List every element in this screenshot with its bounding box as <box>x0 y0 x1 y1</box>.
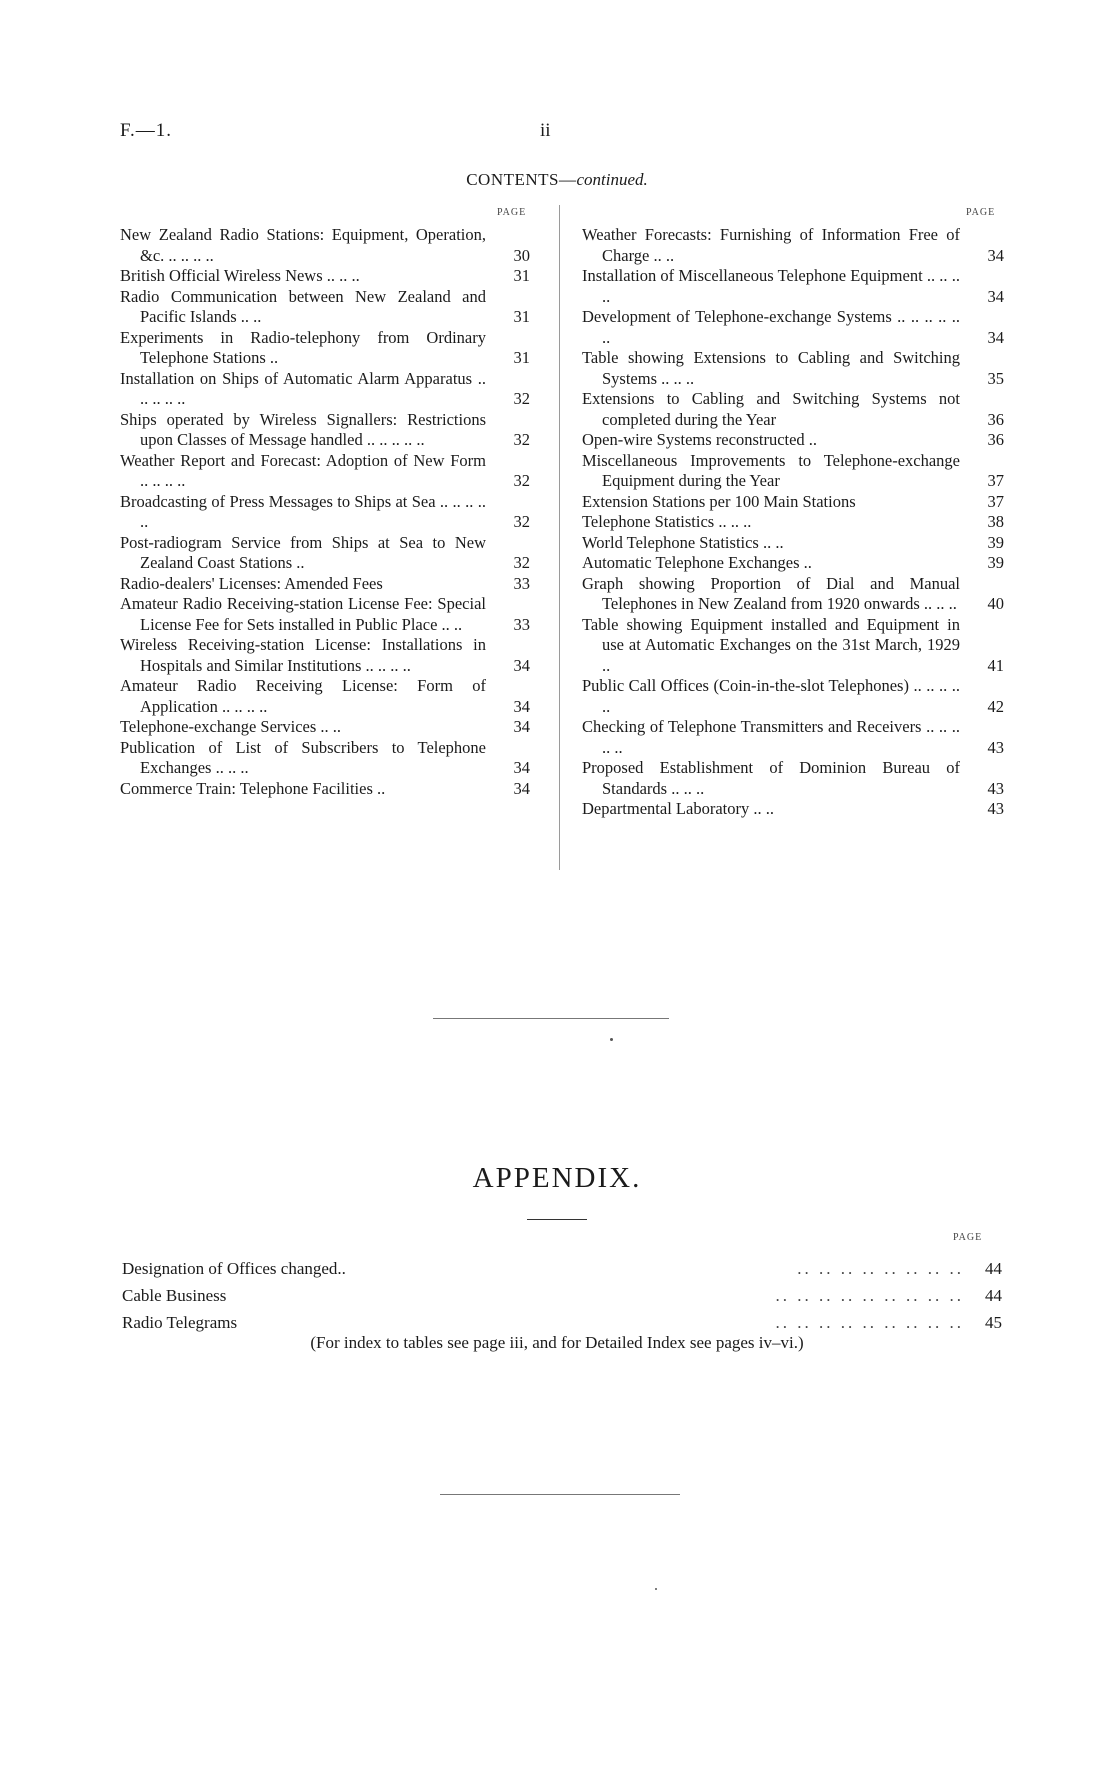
toc-entry <box>582 430 1004 451</box>
ink-speck <box>655 1588 657 1590</box>
toc-entry-page: 38 <box>987 512 1004 531</box>
toc-entry <box>582 307 1004 348</box>
toc-entry-title: Table showing Extensions to Cabling and Switching Systems .. .. .. <box>582 348 960 388</box>
toc-entry-page: 35 <box>987 368 1004 388</box>
contents-left-column <box>120 225 530 799</box>
toc-entry-page: 32 <box>513 471 530 490</box>
toc-entry-title: Miscellaneous Improvements to Telephone-exchange Equipment during the Year <box>582 450 960 490</box>
toc-entry <box>120 369 530 410</box>
toc-entry <box>120 492 530 533</box>
toc-entry-page: 32 <box>513 512 530 531</box>
toc-entry-title: Departmental Laboratory .. .. <box>582 799 774 818</box>
toc-entry-page: 32 <box>513 430 530 449</box>
toc-entry-page: 32 <box>513 389 530 408</box>
toc-entry-title: Weather Report and Forecast: Adoption of New Form .. .. .. .. <box>120 450 486 490</box>
toc-entry-page: 37 <box>987 491 1004 511</box>
toc-entry-title: Radio-dealers' Licenses: Amended Fees <box>120 573 383 593</box>
toc-entry-page: 43 <box>987 737 1004 757</box>
toc-entry-title: Ships operated by Wireless Signallers: Restrictions upon Classes of Message handled .. .. .. .. .. <box>120 409 486 449</box>
toc-entry <box>582 615 1004 677</box>
toc-entry <box>120 574 530 595</box>
toc-entry-title: Extensions to Cabling and Switching Systems not completed during the Year <box>582 389 960 429</box>
toc-entry <box>582 758 1004 799</box>
appendix-title: APPENDIX. <box>472 1162 642 1194</box>
toc-entry-page: 31 <box>513 307 530 326</box>
left-column-page-label: PAGE <box>497 207 527 218</box>
page-number: ii <box>540 120 551 141</box>
toc-entry-page: 32 <box>513 553 530 572</box>
toc-entry <box>120 225 530 266</box>
toc-entry-title: Public Call Offices (Coin-in-the-slot Telephones) .. .. .. .. .. <box>582 676 960 716</box>
toc-entry-page: 34 <box>513 758 530 777</box>
toc-entry <box>120 717 530 738</box>
index-note: (For index to tables see page iii, and for Detailed Index see pages iv–vi.) <box>310 1333 804 1352</box>
toc-entry <box>582 676 1004 717</box>
toc-entry-title: Open-wire Systems reconstructed .. <box>582 430 818 449</box>
contents-title-prefix: CONTENTS— <box>466 170 577 189</box>
appendix-entry-page: 44 <box>985 1259 1002 1278</box>
toc-entry-title: Proposed Establishment of Dominion Bureau of Standards .. .. .. <box>582 758 960 798</box>
toc-entry-title: Commerce Train: Telephone Facilities .. <box>120 778 386 798</box>
toc-entry-title: Extension Stations per 100 Main Stations <box>582 491 856 511</box>
toc-entry <box>120 533 530 574</box>
toc-entry-title: Development of Telephone-exchange Systems .. .. .. .. .. .. <box>582 307 960 347</box>
appendix-entry-title: Radio Telegrams <box>122 1313 238 1332</box>
toc-entry-page: 42 <box>987 696 1004 716</box>
toc-entry <box>582 717 1004 758</box>
toc-entry-page: 36 <box>987 409 1004 429</box>
section-rule <box>433 1018 669 1019</box>
toc-entry <box>120 676 530 717</box>
appendix-title-rule <box>527 1219 587 1220</box>
toc-entry-title: Telephone Statistics .. .. .. <box>582 512 752 531</box>
toc-entry <box>120 779 530 800</box>
contents-right-column <box>582 225 1004 820</box>
toc-entry <box>582 512 1004 533</box>
toc-entry <box>582 799 1004 820</box>
toc-entry-page: 37 <box>987 471 1004 490</box>
toc-entry-title: British Official Wireless News .. .. .. <box>120 266 360 285</box>
toc-entry <box>582 451 1004 492</box>
toc-entry <box>120 635 530 676</box>
toc-entry-page: 36 <box>987 430 1004 449</box>
toc-entry-title: Amateur Radio Receiving License: Form of Application .. .. .. .. <box>120 676 486 716</box>
toc-entry <box>120 738 530 779</box>
appendix-entry-title: Designation of Offices changed.. <box>122 1259 346 1278</box>
toc-entry <box>582 553 1004 574</box>
toc-entry-page: 34 <box>513 717 530 736</box>
toc-entry-title: Installation of Miscellaneous Telephone Equipment .. .. .. .. <box>582 266 960 306</box>
toc-entry-page: 34 <box>513 655 530 675</box>
toc-entry-page: 39 <box>987 532 1004 552</box>
toc-entry <box>582 533 1004 554</box>
toc-entry-title: Experiments in Radio-telephony from Ordinary Telephone Stations .. <box>120 327 486 367</box>
toc-entry-title: Table showing Equipment installed and Equipment in use at Automatic Exchanges on the 31st March, 1929 .. <box>582 614 960 675</box>
toc-entry <box>582 225 1004 266</box>
toc-entry-page: 30 <box>513 245 530 265</box>
toc-entry-page: 43 <box>987 778 1004 798</box>
toc-entry-title: Publication of List of Subscribers to Telephone Exchanges .. .. .. <box>120 737 486 777</box>
toc-entry <box>582 389 1004 430</box>
toc-entry <box>120 594 530 635</box>
toc-entry-page: 34 <box>513 778 530 798</box>
toc-entry-title: Wireless Receiving-station License: Installations in Hospitals and Similar Institutions .. .. .. .. <box>120 635 486 675</box>
toc-entry <box>582 266 1004 307</box>
contents-title <box>0 170 1114 190</box>
toc-entry-title: New Zealand Radio Stations: Equipment, Operation, &c. .. .. .. .. <box>120 225 486 265</box>
toc-entry-page: 41 <box>987 655 1004 675</box>
appendix-entry <box>122 1306 1002 1333</box>
right-column-page-label: PAGE <box>966 207 996 218</box>
appendix-page-label: PAGE <box>953 1232 983 1243</box>
toc-entry <box>120 451 530 492</box>
toc-entry-title: Checking of Telephone Transmitters and Receivers .. .. .. .. .. <box>582 717 960 757</box>
toc-entry-page: 31 <box>513 266 530 285</box>
toc-entry <box>120 287 530 328</box>
appendix-entry-title: Cable Business <box>122 1286 227 1305</box>
toc-entry-page: 34 <box>987 245 1004 265</box>
toc-entry-page: 31 <box>513 348 530 367</box>
toc-entry-page: 34 <box>987 327 1004 347</box>
toc-entry-title: Amateur Radio Receiving-station License Fee: Special License Fee for Sets installed in Public Place .. .. <box>120 594 486 634</box>
toc-entry-page: 33 <box>513 614 530 634</box>
column-divider <box>559 205 560 870</box>
toc-entry-page: 34 <box>987 286 1004 306</box>
toc-entry <box>120 328 530 369</box>
toc-entry-title: Graph showing Proportion of Dial and Manual Telephones in New Zealand from 1920 onwards .. .. .. <box>582 573 960 613</box>
toc-entry-title: Radio Communication between New Zealand and Pacific Islands .. .. <box>120 286 486 326</box>
toc-entry-title: Post-radiogram Service from Ships at Sea to New Zealand Coast Stations .. <box>120 532 486 572</box>
toc-entry-page: 34 <box>513 696 530 716</box>
toc-entry-page: 43 <box>987 799 1004 818</box>
toc-entry-title: Automatic Telephone Exchanges .. <box>582 553 812 572</box>
toc-entry-title: Installation on Ships of Automatic Alarm Apparatus .. .. .. .. .. <box>120 368 486 408</box>
document-reference: F.—1. <box>120 120 173 141</box>
appendix-entry-page: 44 <box>985 1286 1002 1305</box>
ink-speck <box>610 1038 613 1041</box>
appendix-entry-leader: .. .. .. .. .. .. .. .. .. <box>775 1286 964 1305</box>
toc-entry-page: 40 <box>987 594 1004 613</box>
toc-entry <box>582 574 1004 615</box>
appendix-entry <box>122 1252 1002 1279</box>
appendix-entry-leader: .. .. .. .. .. .. .. .. <box>797 1259 964 1278</box>
toc-entry-title: World Telephone Statistics .. .. <box>582 532 784 552</box>
appendix-list <box>122 1252 1002 1333</box>
toc-entry-title: Weather Forecasts: Furnishing of Information Free of Charge .. .. <box>582 225 960 265</box>
toc-entry-title: Broadcasting of Press Messages to Ships at Sea .. .. .. .. .. <box>120 491 486 531</box>
toc-entry-page: 33 <box>513 573 530 593</box>
toc-entry-title: Telephone-exchange Services .. .. <box>120 717 342 736</box>
end-rule <box>440 1494 680 1495</box>
appendix-entry-page: 45 <box>985 1313 1002 1332</box>
toc-entry-page: 39 <box>987 553 1004 572</box>
toc-entry <box>120 266 530 287</box>
appendix-entry-leader: .. .. .. .. .. .. .. .. .. <box>775 1313 964 1332</box>
contents-title-suffix: continued. <box>576 170 648 189</box>
appendix-entry <box>122 1279 1002 1306</box>
toc-entry <box>120 410 530 451</box>
toc-entry <box>582 492 1004 513</box>
toc-entry <box>582 348 1004 389</box>
